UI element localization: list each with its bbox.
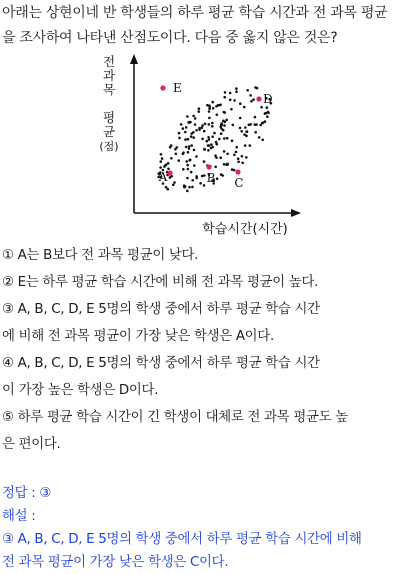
- data-dot: [226, 153, 229, 156]
- data-dot: [240, 130, 243, 133]
- data-dot: [244, 126, 247, 129]
- data-dot: [188, 145, 191, 148]
- data-dot: [258, 136, 261, 139]
- data-dot: [216, 177, 219, 180]
- x-axis-label: 학습시간(시간): [202, 222, 288, 237]
- data-dot: [178, 137, 181, 140]
- point-b: [206, 164, 211, 169]
- x-axis-arrow-icon: [291, 209, 301, 217]
- data-dot: [165, 186, 168, 189]
- y-axis-label-char: 전: [102, 54, 116, 69]
- data-dot: [201, 126, 204, 129]
- data-dot: [197, 110, 200, 113]
- data-dot: [211, 101, 214, 104]
- point-a: [167, 170, 172, 175]
- data-dot: [203, 174, 206, 177]
- data-dot: [226, 163, 229, 166]
- data-dot: [223, 150, 226, 153]
- data-dot: [229, 92, 232, 95]
- data-dot: [185, 146, 188, 149]
- point-label-a: A: [158, 170, 168, 184]
- answer-section: [2, 482, 398, 574]
- data-dot: [214, 166, 217, 169]
- y-axis-label-char: 목: [102, 82, 116, 97]
- data-dot: [266, 106, 269, 109]
- data-dot: [203, 184, 206, 187]
- data-dot: [180, 123, 183, 126]
- option-4: ④ A, B, C, D, E 5명의 학생 중에서 하루 평균 학습 시간: [2, 356, 320, 371]
- question-line-1: 아래는 상현이네 반 학생들의 하루 평균 학습 시간과 전 과목 평균: [2, 5, 388, 21]
- data-dot: [233, 99, 236, 102]
- data-dot: [215, 156, 218, 159]
- data-dot: [245, 156, 248, 159]
- point-c: [235, 169, 240, 174]
- explanation-line-2: 전 과목 평균이 가장 낮은 학생은 C이다.: [2, 555, 229, 570]
- scatter-plot: [95, 52, 305, 240]
- point-d: [256, 96, 261, 101]
- data-dot: [223, 111, 226, 114]
- data-dot: [194, 117, 197, 120]
- data-dot: [187, 151, 190, 154]
- data-dot: [208, 110, 211, 113]
- data-dot: [235, 90, 238, 93]
- data-dot: [248, 124, 251, 127]
- data-dot: [233, 154, 236, 157]
- option-2: ② E는 하루 평균 학습 시간에 비해 전 과목 평균이 높다.: [2, 275, 319, 290]
- data-dot: [192, 131, 195, 134]
- explanation-label: 해설 :: [2, 509, 36, 524]
- data-dot: [219, 104, 222, 107]
- data-dot: [233, 169, 236, 172]
- data-dot: [190, 171, 193, 174]
- data-dot: [201, 138, 204, 141]
- data-dot: [207, 136, 210, 139]
- data-dot: [208, 138, 211, 141]
- data-dot: [262, 121, 265, 124]
- data-dot: [167, 188, 170, 191]
- data-dot: [223, 137, 226, 140]
- option-3: ③ A, B, C, D, E 5명의 학생 중에서 하루 평균 학습 시간: [2, 302, 320, 317]
- data-dot: [191, 186, 194, 189]
- data-dot: [208, 123, 211, 126]
- data-dot: [190, 144, 193, 147]
- data-dot: [215, 105, 218, 108]
- data-dot: [220, 173, 223, 176]
- data-dot: [188, 159, 191, 162]
- data-dot: [183, 184, 186, 187]
- data-dot: [165, 163, 168, 166]
- data-dot: [250, 100, 253, 103]
- data-dot: [206, 104, 209, 107]
- data-dot: [211, 125, 214, 128]
- data-dot: [160, 160, 163, 163]
- data-dot: [241, 155, 244, 158]
- data-dot: [261, 139, 264, 142]
- option-5: ⑤ 하루 평균 학습 시간이 긴 학생이 대체로 전 과목 평균도 높: [2, 410, 348, 425]
- data-dot: [239, 102, 242, 105]
- data-dot: [182, 127, 185, 130]
- data-dot: [185, 160, 188, 163]
- question-text: [2, 1, 398, 51]
- point-label-d: D: [263, 92, 273, 106]
- data-dot: [187, 138, 190, 141]
- data-dot: [174, 148, 177, 151]
- data-dot: [207, 149, 210, 152]
- data-dot: [220, 132, 223, 135]
- data-dot: [193, 149, 196, 152]
- data-dot: [210, 147, 213, 150]
- data-dot: [188, 186, 191, 189]
- data-dot: [195, 175, 198, 178]
- data-dot: [198, 128, 201, 131]
- data-dot: [207, 144, 210, 147]
- data-dot: [215, 141, 218, 144]
- data-dot: [237, 157, 240, 160]
- data-dot: [203, 160, 206, 163]
- data-dot: [249, 94, 252, 97]
- data-dot: [224, 121, 227, 124]
- data-dot: [213, 132, 216, 135]
- y-axis-label: [99, 54, 118, 153]
- data-dot: [192, 115, 195, 118]
- y-axis-label-char: 균: [102, 124, 116, 139]
- scatter-plot-svg: [95, 52, 305, 240]
- data-dot: [172, 184, 175, 187]
- data-dot: [160, 153, 163, 156]
- data-dot: [212, 107, 215, 110]
- data-dot: [186, 190, 189, 193]
- data-dot: [259, 124, 262, 127]
- data-dot: [231, 140, 234, 143]
- data-dot: [195, 155, 198, 158]
- question-line-2: 을 조사하여 나타낸 산점도이다. 다음 중 옳지 않은 것은?: [2, 30, 338, 46]
- point-label-e: E: [173, 81, 182, 95]
- data-dot: [243, 106, 246, 109]
- explanation-line-1: ③ A, B, C, D, E 5명의 학생 중에서 하루 평균 학습 시간에 비해: [2, 532, 362, 547]
- data-dot: [186, 164, 189, 167]
- data-dot: [241, 162, 244, 165]
- point-e: [160, 85, 165, 90]
- data-dot: [264, 112, 267, 115]
- data-dot: [267, 112, 270, 115]
- data-dot: [235, 87, 238, 90]
- data-dot: [173, 181, 176, 184]
- data-dot: [191, 179, 194, 182]
- data-dot: [201, 175, 204, 178]
- data-dot: [252, 98, 255, 101]
- data-dot: [223, 96, 226, 99]
- data-dot: [185, 126, 188, 129]
- data-dot: [230, 108, 233, 111]
- data-dot: [184, 138, 187, 141]
- data-dot: [222, 129, 225, 132]
- data-dot: [229, 99, 232, 102]
- data-dot: [190, 135, 193, 138]
- data-dot: [170, 144, 173, 147]
- data-dot: [239, 117, 242, 120]
- data-dot: [219, 156, 222, 159]
- data-dot: [211, 122, 214, 125]
- data-dot: [203, 130, 206, 133]
- y-axis-label-char: (점): [99, 140, 119, 153]
- y-axis-arrow-icon: [130, 54, 138, 64]
- data-dot: [177, 159, 180, 162]
- data-dot: [223, 163, 226, 166]
- data-dot: [184, 131, 187, 134]
- y-axis-label-char: 평: [102, 110, 116, 125]
- correct-answer: 정답 : ③: [2, 486, 52, 501]
- data-dot: [194, 123, 197, 126]
- data-dot: [239, 127, 242, 130]
- point-label-c: C: [234, 176, 244, 190]
- data-dot: [178, 132, 181, 135]
- data-dot: [187, 168, 190, 171]
- data-dot: [246, 89, 249, 92]
- data-dot: [203, 148, 206, 151]
- data-dot: [216, 113, 219, 116]
- data-dot: [186, 115, 189, 118]
- data-dot: [235, 151, 238, 154]
- data-dot: [211, 135, 214, 138]
- data-dot: [260, 106, 263, 109]
- data-dot: [208, 107, 211, 110]
- labeled-points: [158, 81, 273, 190]
- data-dot: [204, 123, 207, 126]
- data-dot: [206, 140, 209, 143]
- data-dot: [167, 168, 170, 171]
- data-dot: [254, 123, 257, 126]
- option-4-cont: 이 가장 높은 학생은 D이다.: [2, 383, 159, 398]
- data-dot: [198, 107, 201, 110]
- data-dot: [235, 146, 238, 149]
- data-dot: [193, 164, 196, 167]
- y-axis-label-char: 과: [102, 68, 116, 83]
- data-dot: [188, 121, 191, 124]
- data-dot: [225, 119, 228, 122]
- data-dot: [208, 117, 211, 120]
- point-label-b: B: [206, 171, 216, 185]
- data-dot: [266, 115, 269, 118]
- data-dot: [186, 177, 189, 180]
- data-dot: [195, 129, 198, 132]
- data-dot: [249, 144, 252, 147]
- option-1: ① A는 B보다 전 과목 평균이 낮다.: [2, 248, 199, 263]
- data-dot: [237, 161, 240, 164]
- option-5-cont: 은 편이다.: [2, 437, 61, 452]
- data-dot: [254, 116, 257, 119]
- data-dot: [254, 131, 257, 134]
- data-dot: [169, 176, 172, 179]
- data-dot: [182, 151, 185, 154]
- data-dot: [254, 86, 257, 89]
- data-dot: [232, 124, 235, 127]
- data-dot: [223, 124, 226, 127]
- data-dot: [244, 144, 247, 147]
- data-dot: [175, 153, 178, 156]
- answer-options: [2, 242, 398, 458]
- data-dot: [218, 138, 221, 141]
- data-dot: [192, 136, 195, 139]
- option-3-cont: 에 비해 전 과목 평균이 가장 낮은 학생은 A이다.: [2, 329, 274, 344]
- data-dot: [161, 157, 164, 160]
- data-dot: [182, 168, 185, 171]
- data-dot: [170, 157, 173, 160]
- data-dot: [210, 143, 213, 146]
- data-dot: [221, 122, 224, 125]
- data-dot: [245, 130, 248, 133]
- data-dot: [243, 133, 246, 136]
- data-dot: [224, 91, 227, 94]
- data-dot: [199, 182, 202, 185]
- data-dot: [226, 137, 229, 140]
- data-dot: [159, 166, 162, 169]
